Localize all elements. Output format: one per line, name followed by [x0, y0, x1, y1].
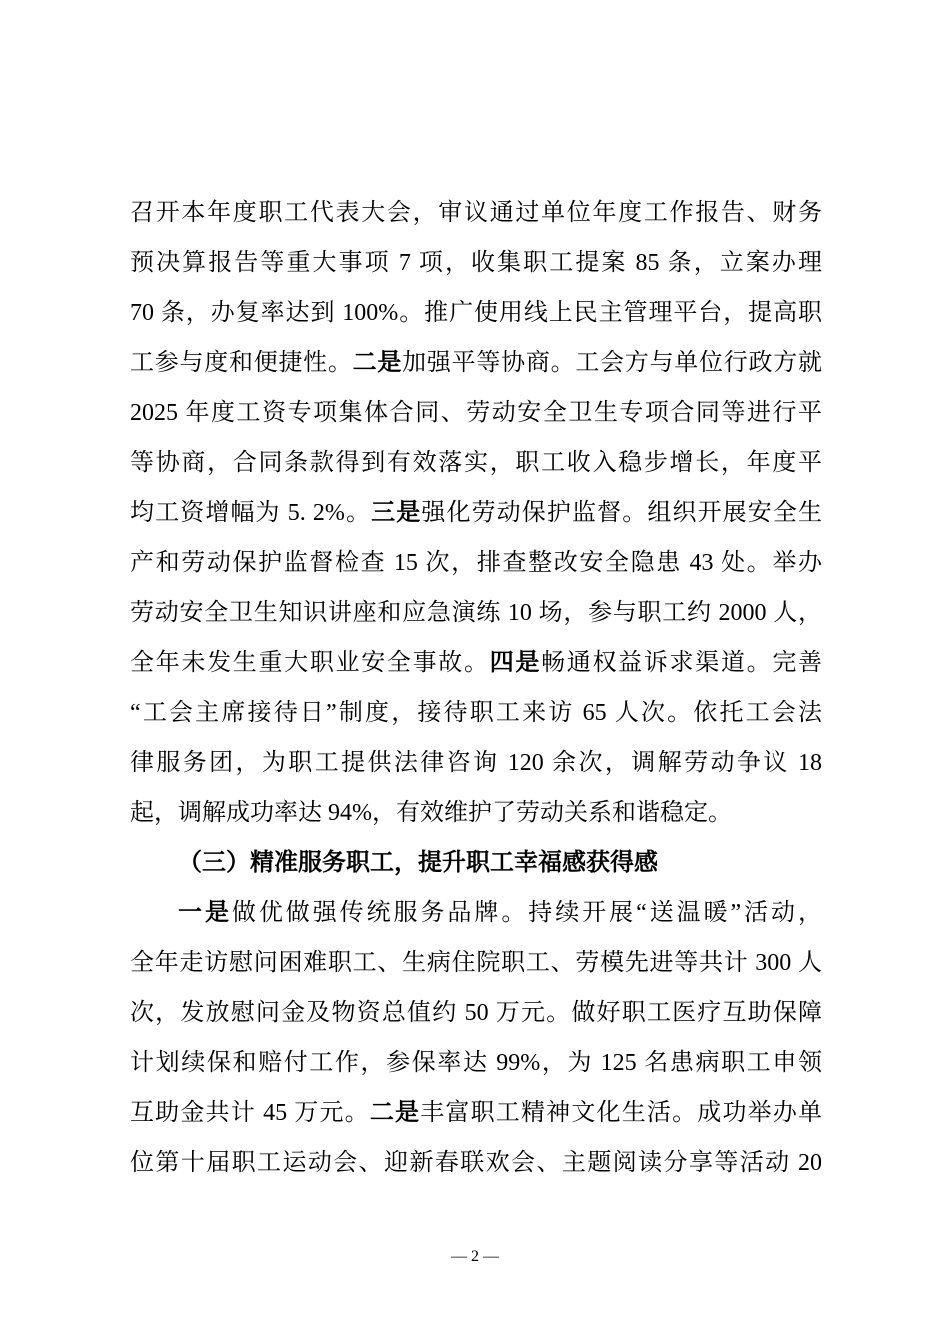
bold-lead: 三是 — [371, 500, 422, 526]
text-segment: 次，发放慰问金及物资总值约 50 万元。做好职工医疗互助保障 — [130, 1000, 822, 1026]
text-line — [130, 788, 822, 838]
page-number: — 2 — — [451, 1248, 499, 1265]
text-segment: 全年走访慰问困难职工、生病住院职工、劳模先进等共计 300 人 — [130, 950, 822, 976]
text-segment: 预决算报告等重大事项 7 项，收集职工提案 85 条，立案办理 — [130, 250, 822, 276]
bold-lead: 二是 — [369, 1100, 421, 1126]
text-segment: 工参与度和便捷性。 — [130, 350, 353, 376]
text-segment: 加强平等协商。工会方与单位行政方就 — [402, 350, 823, 376]
text-line — [130, 738, 822, 788]
text-line — [130, 288, 822, 338]
text-line — [130, 1088, 822, 1138]
text-line — [130, 1138, 822, 1188]
text-line — [130, 588, 822, 638]
text-line — [130, 938, 822, 988]
bold-lead: 二是 — [352, 350, 403, 376]
text-segment: 均工资增幅为 5. 2%。 — [130, 500, 372, 526]
text-line — [130, 688, 822, 738]
text-line — [130, 338, 822, 388]
text-segment: 70 条，办复率达到 100%。推广使用线上民主管理平台，提高职 — [130, 300, 822, 326]
text-segment: 计划续保和赔付工作，参保率达 99%，为 125 名患病职工申领 — [130, 1050, 822, 1076]
text-segment: 互助金共计 45 万元。 — [130, 1100, 370, 1126]
text-segment: 畅通权益诉求渠道。完善 — [541, 650, 823, 676]
text-segment: 做优做强传统服务品牌。持续开展“送温暖”活动， — [231, 900, 822, 926]
text-segment: 位第十届职工运动会、迎新春联欢会、主题阅读分享等活动 20 — [130, 1150, 822, 1176]
text-segment: 起，调解成功率达 94%，有效维护了劳动关系和谐稳定。 — [130, 800, 732, 826]
text-segment: 丰富职工精神文化生活。成功举办单 — [420, 1100, 823, 1126]
text-line — [130, 388, 822, 438]
text-segment: 等协商，合同条款得到有效落实，职工收入稳步增长，年度平 — [130, 450, 822, 476]
text-line — [130, 538, 822, 588]
text-segment: 劳动安全卫生知识讲座和应急演练 10 场，参与职工约 2000 人， — [130, 600, 822, 626]
text-line — [130, 638, 822, 688]
text-segment: 全年未发生重大职业安全事故。 — [130, 650, 490, 676]
bold-lead: （三）精准服务职工，提升职工幸福感获得感 — [178, 850, 658, 876]
bold-lead: 一是 — [178, 900, 232, 926]
section-heading — [178, 838, 822, 888]
text-segment: “工会主席接待日”制度，接待职工来访 65 人次。依托工会法 — [130, 700, 822, 726]
text-segment: 召开本年度职工代表大会，审议通过单位年度工作报告、财务 — [130, 200, 822, 226]
text-segment: 产和劳动保护监督检查 15 次，排查整改安全隐患 43 处。举办 — [130, 550, 822, 576]
text-segment: 2025 年度工资专项集体合同、劳动安全卫生专项合同等进行平 — [130, 400, 822, 426]
text-line — [130, 188, 822, 238]
text-line — [130, 438, 822, 488]
text-segment: 强化劳动保护监督。组织开展安全生 — [421, 500, 823, 526]
text-line — [130, 988, 822, 1038]
bold-lead: 四是 — [489, 650, 542, 676]
text-line — [130, 238, 822, 288]
text-segment: 律服务团，为职工提供法律咨询 120 余次，调解劳动争议 18 — [130, 750, 822, 776]
text-line — [178, 888, 822, 938]
text-line — [130, 488, 822, 538]
text-line — [130, 1038, 822, 1088]
